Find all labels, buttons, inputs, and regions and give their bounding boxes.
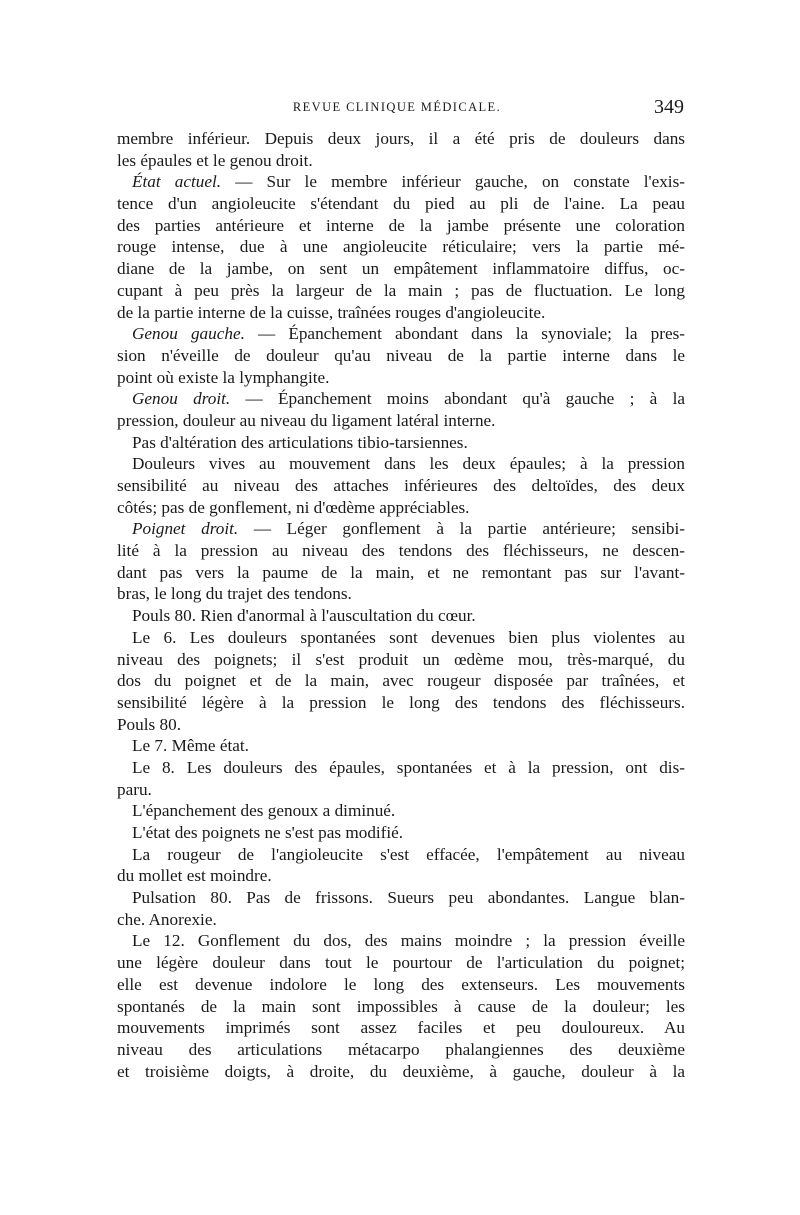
section-label: État actuel.: [132, 172, 222, 192]
line-text: Pulsation 80. Pas de frissons. Sueurs peu abondantes. Langue blan-: [132, 888, 685, 908]
line-text: une légère douleur dans tout le pourtour de l'articulation du poignet;: [117, 953, 685, 973]
text-line: [117, 779, 685, 801]
text-line: [117, 627, 685, 649]
text-line: [117, 540, 685, 562]
line-text: membre inférieur. Depuis deux jours, il a été pris de douleurs dans: [117, 129, 685, 148]
text-line: [117, 735, 685, 757]
text-line: [117, 236, 685, 258]
text-line: [117, 670, 685, 692]
line-text: paru.: [117, 779, 152, 799]
line-text: elle est devenue indolore le long des extenseurs. Les mouvements: [117, 974, 685, 994]
line-text: côtés; pas de gonflement, ni d'œdème appréciables.: [117, 497, 470, 517]
line-text: Le 6. Les douleurs spontanées sont devenues bien plus violentes au: [132, 627, 685, 647]
text-line: [117, 930, 685, 952]
line-text: point où existe la lymphangite.: [117, 367, 330, 387]
text-line: [117, 562, 685, 584]
text-line: [117, 887, 685, 909]
line-text: — Sur le membre inférieur gauche, on constate l'exis-: [221, 172, 685, 192]
text-line: [117, 1039, 685, 1061]
line-text: Pas d'altération des articulations tibio-tarsiennes.: [132, 432, 468, 452]
running-title: REVUE CLINIQUE MÉDICALE.: [292, 100, 502, 114]
text-line: [117, 822, 685, 844]
line-text: — Épanchement abondant dans la synoviale; la pres-: [244, 324, 685, 344]
text-line: [117, 909, 685, 931]
line-text: mouvements imprimés sont assez faciles et peu douloureux. Au: [117, 1018, 685, 1038]
line-text: et troisième doigts, à droite, du deuxième, à gauche, douleur à la: [117, 1061, 685, 1081]
text-line: [117, 714, 685, 736]
line-text: Pouls 80.: [117, 714, 181, 734]
text-line: [117, 1061, 685, 1083]
text-line: [117, 497, 685, 519]
text-line: [117, 193, 685, 215]
line-text: spontanés de la main sont impossibles à cause de la douleur; les: [117, 996, 685, 1016]
line-text: — Épanchement moins abondant qu'à gauche ; à la: [230, 389, 685, 409]
running-head: [110, 96, 684, 120]
text-line: [117, 583, 685, 605]
text-line: [117, 996, 685, 1018]
text-line: [117, 1017, 685, 1039]
line-text: dant pas vers la paume de la main, et ne remontant pas sur l'avant-: [117, 562, 685, 582]
text-line: [117, 453, 685, 475]
text-line: [117, 649, 685, 671]
line-text: lité à la pression au niveau des tendons des fléchisseurs, ne descen-: [117, 541, 685, 561]
line-text: — Léger gonflement à la partie antérieure; sensibi-: [238, 519, 686, 539]
section-label: Poignet droit.: [132, 519, 239, 539]
line-text: niveau des poignets; il s'est produit un œdème mou, très-marqué, du: [117, 649, 685, 669]
text-line: [117, 258, 685, 280]
line-text: pression, douleur au niveau du ligament latéral interne.: [117, 410, 496, 430]
line-text: sensibilité au niveau des attaches inférieures des deltoïdes, des deux: [117, 476, 685, 495]
section-label: Genou droit.: [132, 389, 231, 409]
text-line: [117, 757, 685, 779]
line-text: bras, le long du trajet des tendons.: [117, 584, 352, 604]
line-text: tence d'un angioleucite s'étendant du pied au pli de l'aine. La peau: [117, 194, 685, 214]
line-text: cupant à peu près la largeur de la main ; pas de fluctuation. Le long: [117, 280, 685, 300]
line-text: du mollet est moindre.: [117, 866, 272, 886]
text-line: [117, 302, 685, 324]
text-line: [117, 692, 685, 714]
text-line: [117, 844, 685, 866]
text-line: [117, 345, 685, 367]
line-text: sion n'éveille de douleur qu'au niveau de la partie interne dans le: [117, 345, 685, 365]
text-line: [117, 432, 685, 454]
line-text: diane de la jambe, on sent un empâtement inflammatoire diffus, oc-: [117, 259, 685, 279]
text-line: [117, 280, 685, 302]
text-line: [117, 410, 685, 432]
text-line: [117, 367, 685, 389]
page-number: 349: [654, 96, 684, 118]
line-text: Le 12. Gonflement du dos, des mains moindre ; la pression éveille: [132, 931, 685, 951]
text-line: [117, 388, 685, 410]
text-line: [117, 952, 685, 974]
text-line: [117, 215, 685, 237]
line-text: che. Anorexie.: [117, 909, 217, 929]
line-text: L'épanchement des genoux a diminué.: [132, 801, 396, 821]
text-line: [117, 800, 685, 822]
line-text: de la partie interne de la cuisse, traînées rouges d'angioleucite.: [117, 302, 546, 322]
text-line: [117, 128, 685, 150]
line-text: Pouls 80. Rien d'anormal à l'auscultation du cœur.: [132, 606, 476, 626]
section-label: Genou gauche.: [132, 324, 245, 344]
text-line: [117, 974, 685, 996]
line-text: niveau des articulations métacarpo phalangiennes des deuxième: [117, 1039, 685, 1059]
text-line: [117, 323, 685, 345]
line-text: Le 8. Les douleurs des épaules, spontanées et à la pression, ont dis-: [132, 757, 685, 777]
line-text: Le 7. Même état.: [132, 736, 249, 756]
body-text: [117, 128, 685, 1082]
line-text: rouge intense, due à une angioleucite réticulaire; vers la partie mé-: [117, 237, 685, 257]
line-text: L'état des poignets ne s'est pas modifié.: [132, 823, 404, 842]
text-line: [117, 150, 685, 172]
text-line: [117, 518, 685, 540]
line-text: Douleurs vives au mouvement dans les deux épaules; à la pression: [132, 454, 685, 474]
line-text: La rougeur de l'angioleucite s'est effacée, l'empâtement au niveau: [132, 844, 685, 864]
line-text: dos du poignet et de la main, avec rougeur disposée par traînées, et: [117, 671, 685, 691]
text-line: [117, 865, 685, 887]
text-line: [117, 171, 685, 193]
text-line: [117, 475, 685, 497]
line-text: des parties antérieure et interne de la jambe présente une coloration: [117, 215, 685, 235]
line-text: les épaules et le genou droit.: [117, 150, 313, 170]
text-line: [117, 605, 685, 627]
line-text: sensibilité légère à la pression le long des tendons des fléchisseurs.: [117, 692, 685, 712]
